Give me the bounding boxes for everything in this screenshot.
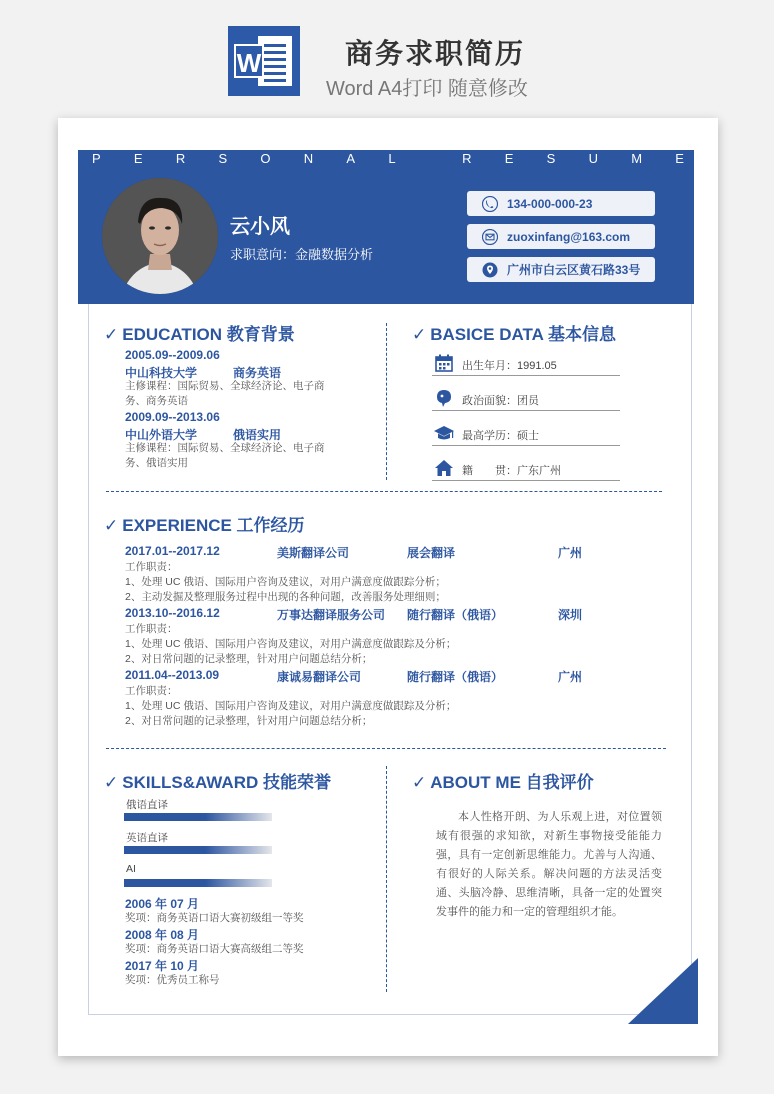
email-field: zuoxinfang@163.com [467, 224, 655, 249]
about-text: 本人性格开朗、为人乐观上进，对位置领域有很强的求知欲，对新生事物接受能能力强，具有一定创新思维能力。尤善与人沟通、有很好的人际关系。解决问题的方法灵活变通、头脑冷静、思维清晰，具备一定的处置突发事件的能力和一定的管理组织才能。 [436, 811, 662, 918]
exp-position: 随行翻译（俄语） [407, 608, 504, 622]
personal-resume-letters: P E R S O N A L R E S U M E [92, 151, 684, 166]
section-divider [106, 748, 666, 749]
edu-major: 商务英语 [233, 366, 282, 380]
word-icon: W [228, 26, 300, 96]
exp-position: 随行翻译（俄语） [407, 670, 504, 684]
skill-bar [124, 879, 272, 887]
exp-duty-label: 工作职责： [125, 685, 178, 697]
top-banner [0, 0, 774, 112]
exp-duty-line: 1、处理 UC 俄语、国际用户咨询及建议，对用户满意度做跟踪及分析； [125, 638, 457, 650]
banner-subtitle: Word A4打印 随意修改 [326, 78, 528, 100]
skill-label: AI [126, 863, 136, 875]
exp-duty-line: 1、处理 UC 俄语、国际用户咨询及建议，对用户满意度做跟踪及分析； [125, 700, 457, 712]
skill-label: 英语直译 [126, 832, 168, 844]
exp-period: 2017.01--2017.12 [125, 544, 220, 558]
basic-data-title: ✓ BASICE DATA 基本信息 [412, 325, 616, 344]
edu-period: 2005.09--2009.06 [125, 348, 220, 362]
corner-decoration [628, 958, 698, 1024]
section-divider [106, 491, 662, 492]
edu-courses-cont: 务、商务英语 [125, 395, 188, 407]
phone-field: 134-000-000-23 [467, 191, 655, 216]
exp-city: 深圳 [558, 608, 583, 622]
party-icon [432, 387, 456, 409]
basic-row: 政治面貌：团员 [432, 387, 620, 411]
banner-title: 商务求职简历 [345, 38, 526, 69]
award-text: 奖项：商务英语口语大赛初级组一等奖 [125, 912, 304, 924]
edu-school: 中山科技大学 [125, 366, 198, 380]
exp-city: 广州 [558, 670, 583, 684]
exp-duty-line: 2、对日常问题的记录整理，针对用户问题总结分析； [125, 653, 373, 665]
address-field: 广州市白云区黄石路33号 [467, 257, 655, 282]
graduation-cap-icon [432, 422, 456, 444]
basic-row: 最高学历：硕士 [432, 422, 620, 446]
basic-row: 出生年月：1991.05 [432, 352, 620, 376]
mail-icon [481, 228, 499, 246]
edu-major: 俄语实用 [233, 428, 282, 442]
candidate-name: 云小风 [230, 216, 290, 238]
column-divider [386, 323, 387, 480]
column-divider [386, 766, 387, 992]
exp-duty-line: 2、对日常问题的记录整理，针对用户问题总结分析； [125, 715, 373, 727]
exp-duty-line: 2、主动发掘及整理服务过程中出现的各种问题，改善服务处理细则； [125, 591, 446, 603]
skill-label: 俄语直译 [126, 799, 168, 811]
award-text: 奖项：优秀员工称号 [125, 974, 220, 986]
avatar [102, 178, 218, 294]
skill-bar [124, 846, 272, 854]
education-title: ✓ EDUCATION 教育背景 [104, 325, 295, 344]
resume-paper [58, 118, 718, 1056]
award-date: 2006 年 07 月 [125, 897, 200, 911]
exp-company: 康诚易翻译公司 [277, 670, 362, 684]
exp-duty-label: 工作职责： [125, 561, 178, 573]
skill-bar [124, 813, 272, 821]
exp-period: 2013.10--2016.12 [125, 606, 220, 620]
award-date: 2017 年 10 月 [125, 959, 200, 973]
basic-row: 籍 贯：广东广州 [432, 457, 620, 481]
award-text: 奖项：商务英语口语大赛高级组二等奖 [125, 943, 304, 955]
edu-school: 中山外语大学 [125, 428, 198, 442]
edu-period: 2009.09--2013.06 [125, 410, 220, 424]
award-date: 2008 年 08 月 [125, 928, 200, 942]
exp-city: 广州 [558, 546, 583, 560]
exp-period: 2011.04--2013.09 [125, 668, 220, 682]
experience-title: ✓ EXPERIENCE 工作经历 [104, 516, 305, 535]
edu-courses-cont: 务、俄语实用 [125, 457, 188, 469]
exp-duty-line: 1、处理 UC 俄语、国际用户咨询及建议，对用户满意度做跟踪分析； [125, 576, 446, 588]
exp-position: 展会翻译 [407, 546, 456, 560]
location-pin-icon [481, 261, 499, 279]
edu-courses: 主修课程：国际贸易、全球经济论、电子商 [125, 442, 325, 454]
job-intent: 求职意向：金融数据分析 [230, 247, 374, 262]
skills-title: ✓ SKILLS&AWARD 技能荣誉 [104, 773, 331, 792]
exp-duty-label: 工作职责： [125, 623, 178, 635]
calendar-icon [432, 352, 456, 374]
edu-courses: 主修课程：国际贸易、全球经济论、电子商 [125, 380, 325, 392]
home-icon [432, 457, 456, 479]
exp-company: 万事达翻译服务公司 [277, 608, 386, 622]
about-title: ✓ ABOUT ME 自我评价 [412, 773, 594, 792]
exp-company: 美斯翻译公司 [277, 546, 350, 560]
phone-icon [481, 195, 499, 213]
